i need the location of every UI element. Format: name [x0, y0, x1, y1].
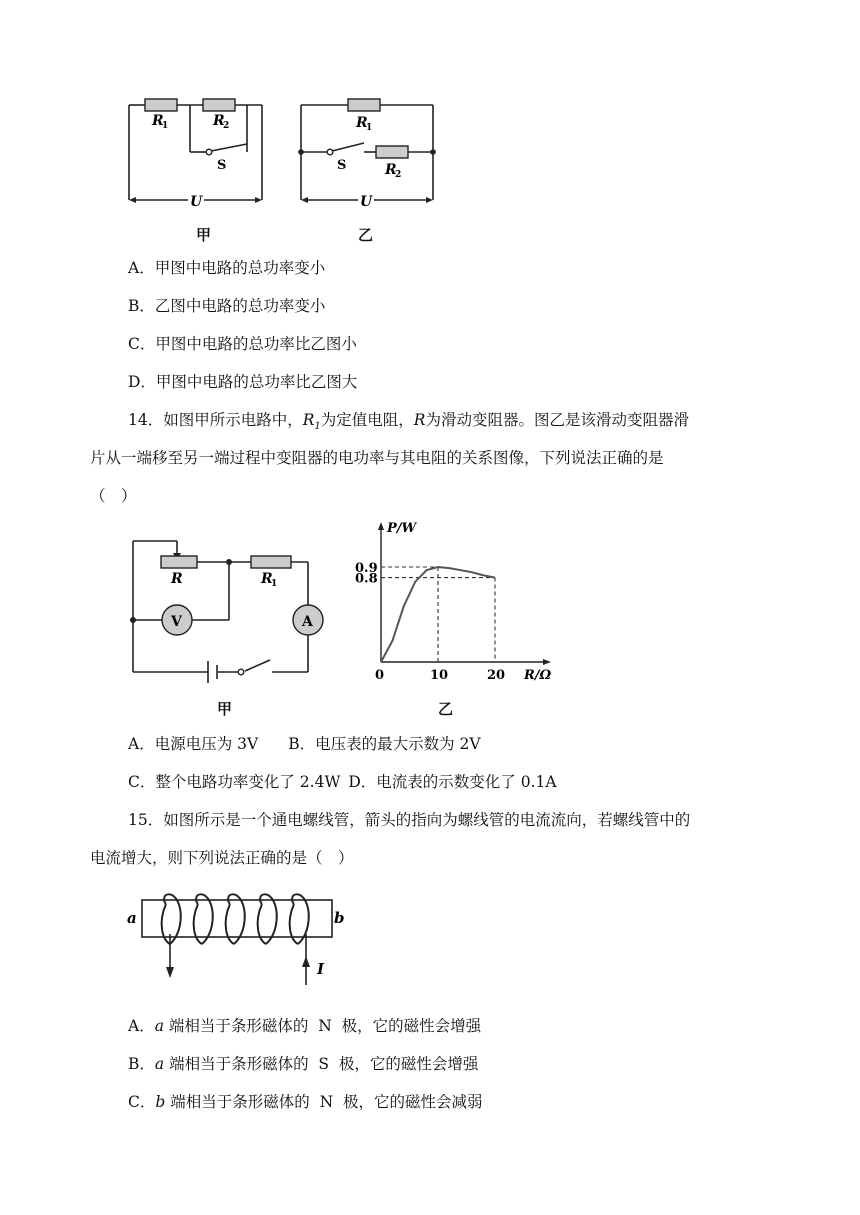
x-tick-label-1: 20 [487, 668, 506, 683]
q15-solenoid-figure [122, 892, 362, 997]
q13-circuit-yi [292, 88, 442, 213]
solenoid-core [142, 900, 332, 937]
label-b: b [334, 909, 345, 927]
voltmeter-label: V [171, 614, 182, 630]
y-axis-label: P/W [387, 521, 417, 536]
q15-option-c: C．b 端相当于条形磁体的 N 极，它的磁性会减弱 [128, 1093, 483, 1111]
q14-stem-line3: （ ） [90, 487, 137, 505]
q13-caption-jia: 甲 [196, 226, 212, 244]
q13-option-c: C．甲图中电路的总功率比乙图小 [128, 335, 357, 353]
q14-caption-yi: 乙 [438, 700, 454, 718]
label-r2: R [385, 162, 397, 178]
q14-options-row2 [128, 772, 557, 792]
q15-option-a: A．a 端相当于条形磁体的 N 极，它的磁性会增强 [128, 1017, 482, 1035]
q14-option-b: B．电压表的最大示数为 2V [288, 735, 481, 753]
rheostat [161, 556, 197, 568]
label-r1-sub: 1 [366, 123, 373, 133]
y-tick-label-1: 0.8 [355, 571, 378, 587]
q14-power-resistance-chart [352, 518, 562, 688]
q13-circuit-jia [120, 88, 270, 213]
label-switch: S [217, 158, 227, 173]
resistor-r1 [348, 99, 380, 111]
origin-label: 0 [375, 668, 385, 683]
resistor-r1-sub: 1 [271, 579, 278, 589]
q15-stem-line1: 15．如图所示是一个通电螺线管，箭头的指向为螺线管的电流流向，若螺线管中的 [128, 811, 691, 829]
resistor-r2 [376, 146, 408, 158]
label-current: I [317, 960, 325, 978]
q15-stem-line2: 电流增大，则下列说法正确的是（ ） [90, 849, 354, 867]
q14-option-c: C．整个电路功率变化了 2.4W [128, 773, 341, 791]
q14-option-a: A．电源电压为 3V [128, 735, 259, 753]
resistor-r1-label: R [261, 571, 273, 587]
q14-caption-jia: 甲 [217, 700, 233, 718]
ammeter-label: A [302, 614, 313, 630]
q13-option-b: B．乙图中电路的总功率变小 [128, 297, 326, 315]
resistor-r1 [145, 99, 177, 111]
x-axis-label: R/Ω [524, 668, 552, 683]
label-voltage: U [190, 194, 203, 210]
label-a: a [127, 909, 137, 927]
y-axis-arrow [378, 522, 384, 530]
current-out-arrow [166, 967, 174, 978]
rheostat-label: R [171, 571, 183, 587]
resistor-r2 [203, 99, 235, 111]
q15-option-b: B．a 端相当于条形磁体的 S 极，它的磁性会增强 [128, 1055, 479, 1073]
q14-option-d: D．电流表的示数变化了 0.1A [348, 773, 557, 791]
current-in-arrow [302, 956, 310, 967]
q14-options-row1 [128, 734, 481, 754]
y-tick-label-0: 0.9 [355, 561, 378, 576]
label-r2: R [213, 113, 225, 129]
x-axis-arrow [543, 659, 551, 665]
q14-circuit-jia [122, 538, 327, 688]
q13-option-d: D．甲图中电路的总功率比乙图大 [128, 373, 358, 391]
q13-caption-yi: 乙 [358, 226, 374, 244]
label-r2-sub: 2 [223, 121, 230, 131]
label-r1-sub: 1 [162, 121, 169, 131]
label-r2-sub: 2 [395, 170, 402, 180]
label-switch: S [337, 158, 347, 173]
label-r1: R [356, 115, 368, 131]
label-r1: R [152, 113, 164, 129]
x-tick-label-0: 10 [430, 668, 449, 683]
resistor-r1 [251, 556, 291, 568]
q13-option-a: A．甲图中电路的总功率变小 [128, 259, 326, 277]
q14-stem-line1: 14．如图甲所示电路中，$R_1$为定值电阻，R为滑动变阻器。图乙是该滑动变阻器滑 [128, 411, 689, 433]
label-voltage: U [360, 194, 373, 210]
q14-stem-line2: 片从一端移至另一端过程中变阻器的电功率与其电阻的关系图像，下列说法正确的是 [90, 449, 664, 467]
